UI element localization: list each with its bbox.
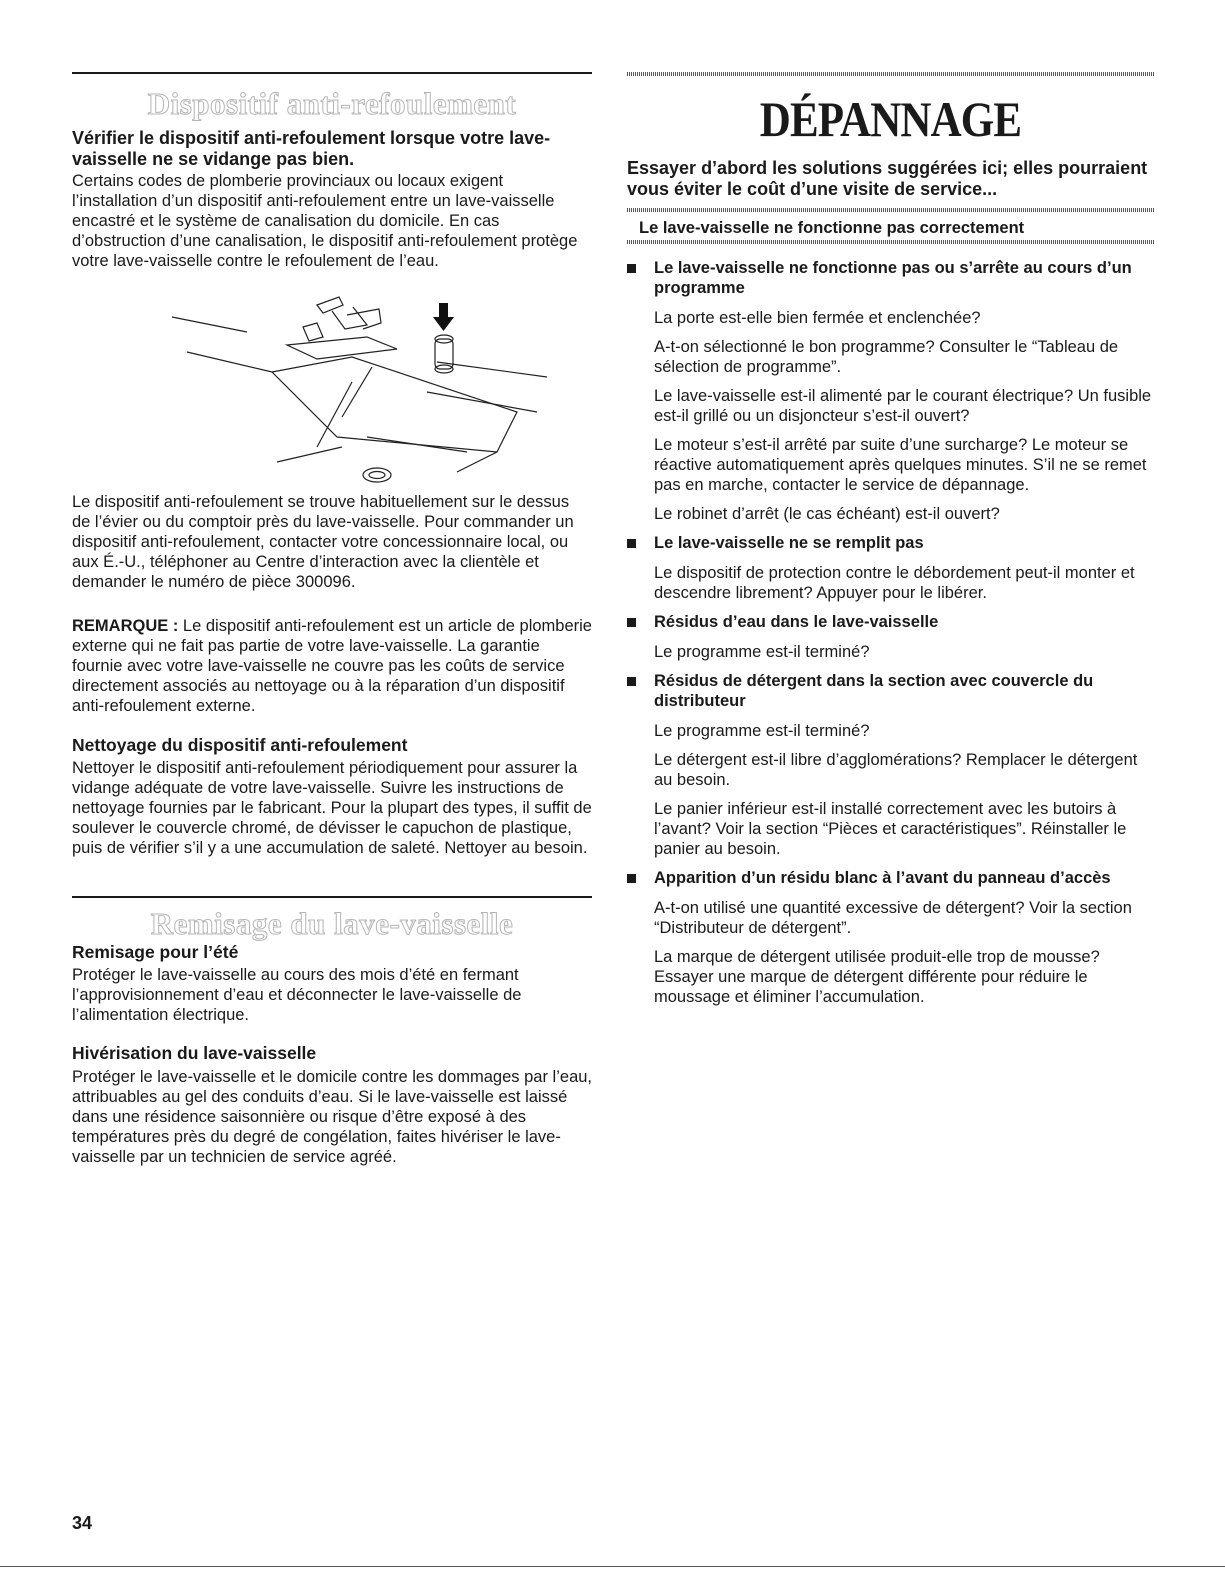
note-text: Le dispositif anti-refoulement est un article de plomberie externe qui ne fait pas partie de votre lave-vaisselle. La garantie fournie avec votre lave-vaisselle ne couvre pas les coûts de service directement associés au nettoyage ou à la réparation d’un dispositif anti-refoulement externe. (72, 617, 592, 715)
backflow-lead-line1: Vérifier le dispositif anti-refoulement lorsque votre lave- (72, 128, 551, 148)
issue-answer: Le dispositif de protection contre le débordement peut-il monter et descendre librement? Appuyer pour le libérer. (654, 564, 1135, 602)
issue-item (627, 258, 1154, 524)
square-bullet-icon (627, 677, 636, 686)
cleaning-text: Nettoyer le dispositif anti-refoulement périodiquement pour assurer la vidange adéquate de votre lave-vaisselle. Suivre les instructions de nettoyage fournies par le fabricant. Pour la plupart des types, il suffit de soulever le couvercle chromé, de dévisser le capuchon de plastique, puis de vérifier s’il y a une accumulation de saleté. Nettoyer au besoin. (72, 759, 592, 857)
troubleshooting-lead: Essayer d’abord les solutions suggérées ici; elles pourraient vous éviter le coût d’une visite de service... (627, 158, 1148, 199)
issue-item (627, 612, 1154, 662)
backflow-note (72, 616, 592, 716)
page-title: DÉPANNAGE (759, 91, 1022, 147)
note-label: REMARQUE : (72, 617, 179, 635)
bottom-rule (0, 1566, 1225, 1567)
issue-item (627, 868, 1154, 1007)
issue-title: Le lave-vaisselle ne fonctionne pas ou s’arrête au cours d’un programme (654, 259, 1132, 297)
heading-hatch-bottom (627, 240, 1154, 244)
issue-answer: Le programme est-il terminé? (654, 722, 870, 740)
issue-answer: Le robinet d’arrêt (le cas échéant) est-il ouvert? (654, 505, 1000, 523)
issue-item (627, 533, 1154, 603)
top-rule (72, 72, 592, 74)
issue-answer: Le panier inférieur est-il installé correctement avec les butoirs à l’avant? Voir la section “Pièces et caractéristiques”. Réinstaller le panier au besoin. (654, 800, 1127, 858)
backflow-lead (72, 128, 592, 170)
square-bullet-icon (627, 264, 636, 273)
backflow-location: Le dispositif anti-refoulement se trouve habituellement sur le dessus de l’évier ou du comptoir près du lave-vaisselle. Pour commander un dispositif anti-refoulement, contacter votre concessionnaire local, ou aux É.-U., téléphoner au Centre d’interaction avec la clientèle et demander le numéro de pièce 300096. (72, 493, 574, 591)
issue-answer: La porte est-elle bien fermée et enclenchée? (654, 309, 981, 327)
issue-answer: Le lave-vaisselle est-il alimenté par le courant électrique? Un fusible est-il grillé ou un disjoncteur s’est-il ouvert? (654, 387, 1152, 425)
winter-title: Hivérisation du lave-vaisselle (72, 1043, 317, 1063)
issue-answer: A-t-on sélectionné le bon programme? Consulter le “Tableau de sélection de programme”. (654, 338, 1119, 376)
page-number: 34 (72, 1513, 93, 1533)
issue-title: Apparition d’un résidu blanc à l’avant du panneau d’accès (654, 869, 1111, 887)
issue-answer: La marque de détergent utilisée produit-elle trop de mousse? Essayer une marque de détergent différente pour réduire le moussage et éliminer l’accumulation. (654, 948, 1100, 1006)
middle-rule (72, 896, 592, 898)
down-arrow-icon (433, 303, 454, 331)
backflow-intro: Certains codes de plomberie provinciaux ou locaux exigent l’installation d’un dispositif anti-refoulement entre un lave-vaisselle encastré et le système de canalisation du domicile. En cas d’obstruction d’une canalisation, le dispositif anti-refoulement protège votre lave-vaisselle contre le refoulement de l’eau. (72, 172, 578, 270)
issue-answer: Le détergent est-il libre d’agglomérations? Remplacer le détergent au besoin. (654, 751, 1138, 789)
square-bullet-icon (627, 874, 636, 883)
cleaning-title: Nettoyage du dispositif anti-refoulement (72, 735, 408, 755)
section-title-backflow: Dispositif anti-refoulement (147, 86, 517, 121)
issue-title: Le lave-vaisselle ne se remplit pas (654, 534, 924, 552)
square-bullet-icon (627, 618, 636, 627)
issue-title: Résidus d’eau dans le lave-vaisselle (654, 613, 939, 631)
winter-text: Protéger le lave-vaisselle et le domicile contre les dommages par l’eau, attribuables au gel des conduits d’eau. Si le lave-vaisselle est laissé dans une résidence saisonnière ou risque d’être exposé à des températures près du degré de congélation, faites hivériser le lave-vaisselle par un technicien de service agréé. (72, 1068, 592, 1166)
section-title-storage: Remisage du lave-vaisselle (150, 906, 514, 941)
title-hatch-rule (627, 72, 1154, 76)
backflow-lead-line2: vaisselle ne se vidange pas bien. (72, 149, 355, 169)
summer-title: Remisage pour l’été (72, 942, 239, 962)
problem-heading: Le lave-vaisselle ne fonctionne pas correctement (639, 219, 1025, 237)
sink-backflow-illustration (167, 287, 547, 492)
summer-text: Protéger le lave-vaisselle au cours des mois d’été en fermant l’approvisionnement d’eau et déconnecter le lave-vaisselle de l’alimentation électrique. (72, 966, 522, 1024)
issue-item (627, 671, 1154, 859)
issues-list (627, 258, 1154, 1016)
heading-hatch-top (627, 208, 1154, 212)
issue-answer: A-t-on utilisé une quantité excessive de détergent? Voir la section “Distributeur de détergent”. (654, 899, 1132, 937)
issue-title: Résidus de détergent dans la section avec couvercle du distributeur (654, 672, 1094, 710)
issue-answer: Le programme est-il terminé? (654, 643, 870, 661)
issue-answer: Le moteur s’est-il arrêté par suite d’une surcharge? Le moteur se réactive automatiquement après quelques minutes. S’il ne se remet pas en marche, contacter le service de dépannage. (654, 436, 1147, 494)
square-bullet-icon (627, 539, 636, 548)
